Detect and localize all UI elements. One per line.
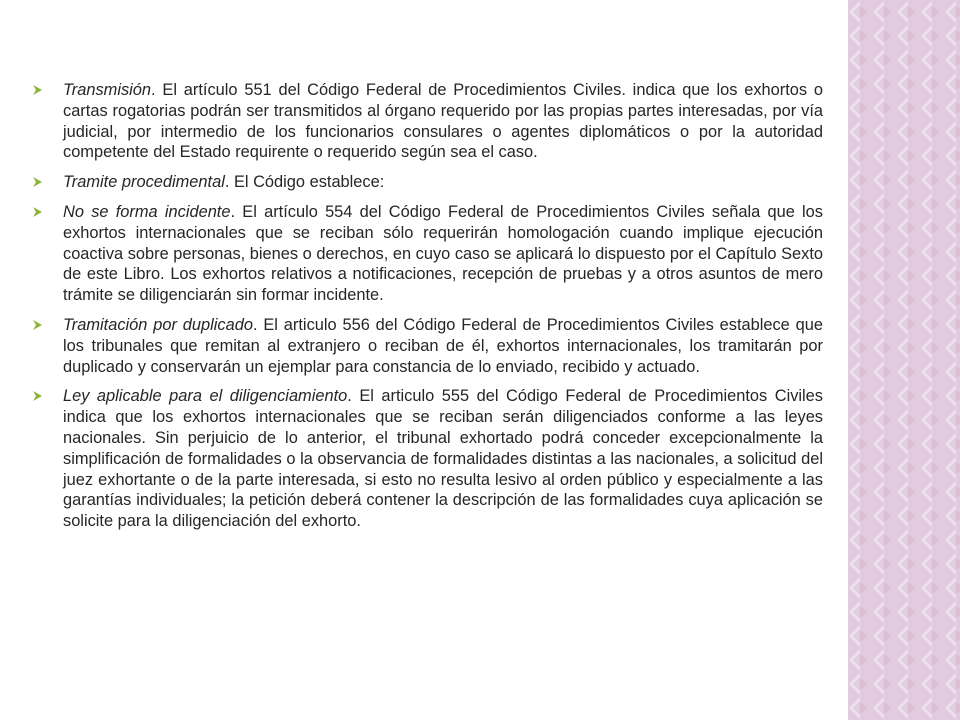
bullet-lead: Ley aplicable para el diligenciamiento <box>63 387 348 406</box>
bullet-lead: Transmisión <box>63 81 152 99</box>
bullet-text <box>63 80 823 163</box>
bullet-body: . El articulo 555 del Código Federal de Procedimientos Civiles indica que los exhortos internacionales que se reciban serán diligenciados conforme a las leyes nacionales. Sin perjuicio de lo anterior, el tribunal exhortado podrá conceder excepcionalmente la simplificación de formalidades o la observancia de formalidades distintas a las nacionales, a solicitud del juez exhortante o de la parte interesada, si esto no resulta lesivo al orden público y especialmente a las garantías individuales; la petición deberá contener la descripción de las formalidades cuya aplicación se solicite para la diligenciación del exhorto. <box>63 387 823 531</box>
decorative-side-panel <box>848 0 960 720</box>
bullet-item-tramite <box>33 172 823 193</box>
arrow-bullet-icon <box>33 177 42 187</box>
bullet-body: . El artículo 551 del Código Federal de Procedimientos Civiles. indica que los exhortos o cartas rogatorias podrán ser transmitidos al órgano requerido por las propias partes interesadas, por vía judicial, por intermedio de los funcionarios consulares o agentes diplomáticos o por la autoridad competente del Estado requirente o requerido según sea el caso. <box>63 81 823 162</box>
arrow-bullet-icon <box>33 85 42 95</box>
bullet-lead: Tramite procedimental <box>63 173 225 192</box>
bullet-body: . El artículo 554 del Código Federal de Procedimientos Civiles señala que los exhortos internacionales que se reciban sólo requerirán homologación cuando implique ejecución coactiva sobre personas, bienes o derechos, en cuyo caso se aplicará lo dispuesto por el Capítulo Sexto de este Libro. Los exhortos relativos a notificaciones, recepción de pruebas y a otros asuntos de mero trámite se diligenciarán sin formar incidente. <box>63 202 823 305</box>
bullet-body: . El Código establece: <box>224 173 385 192</box>
bullet-text <box>63 172 823 193</box>
bullet-item-duplicado <box>33 315 823 377</box>
arrow-bullet-icon <box>33 391 42 401</box>
bullet-list <box>33 80 823 541</box>
bullet-lead: No se forma incidente <box>63 202 231 221</box>
bullet-item-incidente <box>33 202 823 306</box>
arrow-bullet-icon <box>33 207 42 217</box>
bullet-lead: Tramitación por duplicado <box>63 315 253 334</box>
bullet-item-ley-aplicable <box>33 386 823 532</box>
bullet-text <box>63 386 823 532</box>
diamond-pattern <box>848 0 960 720</box>
bullet-text <box>63 202 823 306</box>
arrow-bullet-icon <box>33 320 42 330</box>
bullet-text <box>63 315 823 377</box>
bullet-item-transmision <box>33 80 823 163</box>
bullet-body: . El articulo 556 del Código Federal de Procedimientos Civiles establece que los tribunales que remitan al extranjero o reciban de él, exhortos internacionales, los tramitarán por duplicado y conservarán un ejemplar para constancia de lo enviado, recibido y actuado. <box>63 315 823 376</box>
